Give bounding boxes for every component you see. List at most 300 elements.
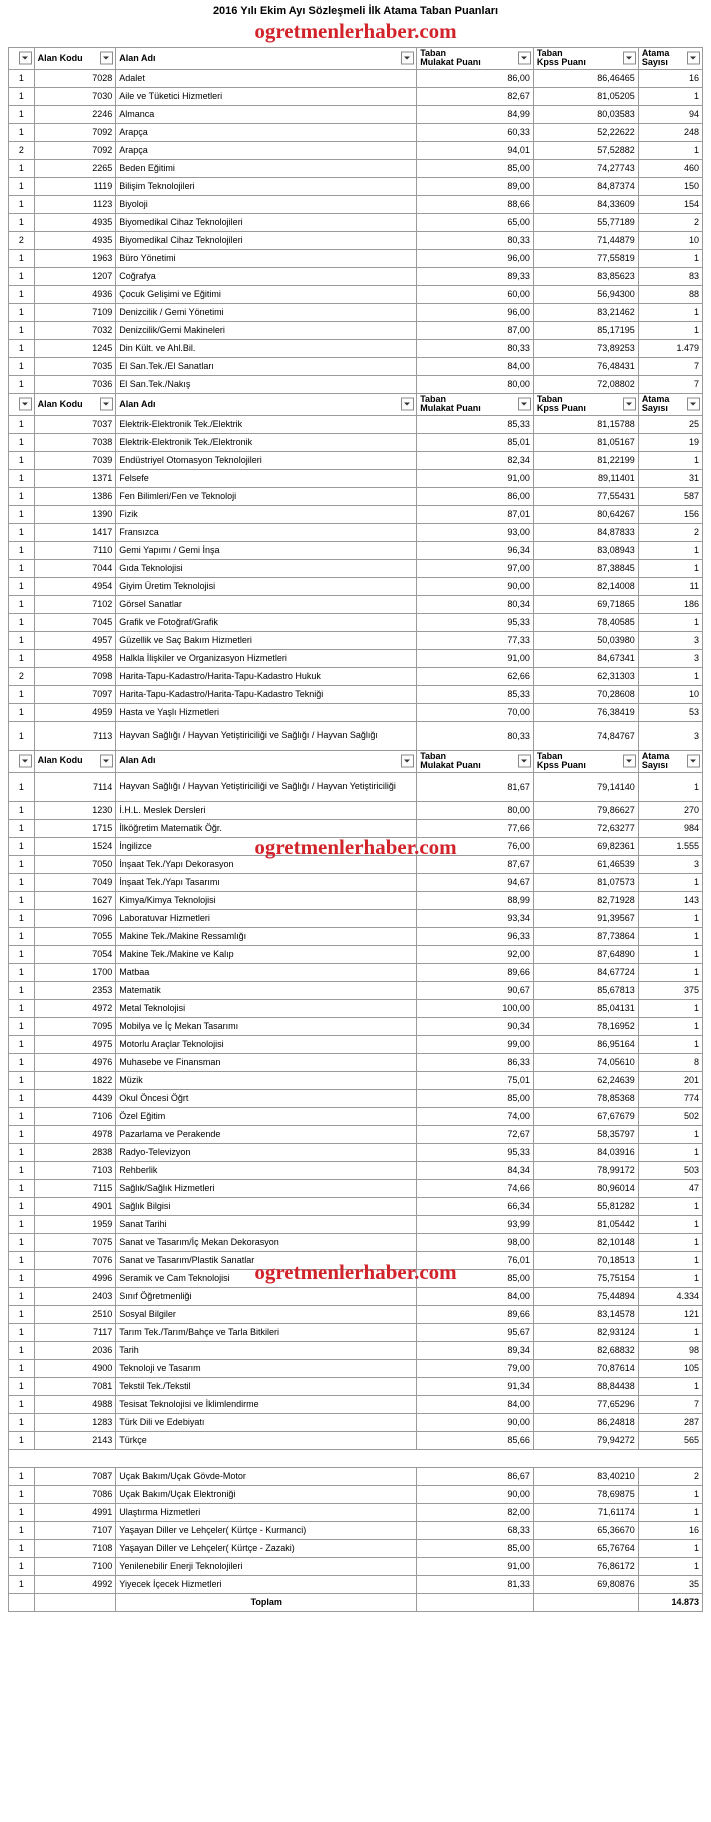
row-alan-adi: Aile ve Tüketici Hizmetleri xyxy=(116,87,417,105)
row-taban-kpss: 84,87374 xyxy=(533,177,638,195)
row-alan-adi: Görsel Sanatlar xyxy=(116,595,417,613)
table-row xyxy=(9,195,703,213)
table-row xyxy=(9,1467,703,1485)
row-taban-mulakat: 93,34 xyxy=(417,909,534,927)
row-alan-kodu: 4900 xyxy=(34,1359,116,1377)
row-alan-kodu: 4959 xyxy=(34,703,116,721)
row-atama-sayisi: 154 xyxy=(638,195,702,213)
row-taban-mulakat: 95,67 xyxy=(417,1323,534,1341)
table-row xyxy=(9,339,703,357)
row-alan-adi: Sosyal Bilgiler xyxy=(116,1305,417,1323)
row-taban-kpss: 57,52882 xyxy=(533,141,638,159)
row-atama-sayisi: 47 xyxy=(638,1179,702,1197)
row-index: 1 xyxy=(9,1017,35,1035)
row-taban-mulakat: 95,33 xyxy=(417,613,534,631)
row-taban-kpss: 84,03916 xyxy=(533,1143,638,1161)
row-alan-kodu: 4901 xyxy=(34,1197,116,1215)
row-index: 1 xyxy=(9,213,35,231)
row-atama-sayisi: 565 xyxy=(638,1431,702,1449)
table-row xyxy=(9,577,703,595)
row-taban-kpss: 81,22199 xyxy=(533,451,638,469)
table-row xyxy=(9,1017,703,1035)
row-alan-adi: Grafik ve Fotoğraf/Grafik xyxy=(116,613,417,631)
row-taban-mulakat: 87,00 xyxy=(417,321,534,339)
row-atama-sayisi: 1 xyxy=(638,1197,702,1215)
row-atama-sayisi: 7 xyxy=(638,357,702,375)
table-row xyxy=(9,1557,703,1575)
row-taban-mulakat: 87,01 xyxy=(417,505,534,523)
row-taban-kpss: 84,33609 xyxy=(533,195,638,213)
row-atama-sayisi: 2 xyxy=(638,213,702,231)
row-alan-adi: El San.Tek./Nakış xyxy=(116,375,417,393)
row-taban-kpss: 65,76764 xyxy=(533,1539,638,1557)
row-taban-kpss: 80,96014 xyxy=(533,1179,638,1197)
filter-icon[interactable] xyxy=(401,52,414,65)
row-taban-kpss: 78,85368 xyxy=(533,1089,638,1107)
table-row xyxy=(9,855,703,873)
header-index xyxy=(9,750,35,772)
header-taban-mulakat[interactable]: Taban Mulakat Puanı xyxy=(417,750,534,772)
row-taban-mulakat: 77,33 xyxy=(417,631,534,649)
row-alan-kodu: 1245 xyxy=(34,339,116,357)
table-row xyxy=(9,613,703,631)
row-atama-sayisi: 53 xyxy=(638,703,702,721)
row-alan-adi: İlköğretim Matematik Öğr. xyxy=(116,819,417,837)
header-alan-kodu[interactable]: Alan Kodu xyxy=(34,750,116,772)
row-taban-mulakat: 89,00 xyxy=(417,177,534,195)
row-atama-sayisi: 375 xyxy=(638,981,702,999)
row-taban-mulakat: 62,66 xyxy=(417,667,534,685)
row-taban-mulakat: 74,66 xyxy=(417,1179,534,1197)
row-atama-sayisi: 1 xyxy=(638,945,702,963)
row-index: 1 xyxy=(9,1089,35,1107)
scores-table xyxy=(8,47,703,1612)
filter-icon[interactable] xyxy=(623,52,636,65)
row-alan-adi: Türkçe xyxy=(116,1431,417,1449)
table-row xyxy=(9,1251,703,1269)
table-row xyxy=(9,909,703,927)
row-alan-kodu: 2246 xyxy=(34,105,116,123)
row-index: 1 xyxy=(9,541,35,559)
row-taban-kpss: 71,44879 xyxy=(533,231,638,249)
row-alan-kodu: 7076 xyxy=(34,1251,116,1269)
row-index: 1 xyxy=(9,1485,35,1503)
row-taban-kpss: 70,87614 xyxy=(533,1359,638,1377)
filter-icon[interactable] xyxy=(100,755,113,768)
filter-icon[interactable] xyxy=(100,398,113,411)
row-taban-mulakat: 80,33 xyxy=(417,721,534,750)
row-taban-kpss: 52,22622 xyxy=(533,123,638,141)
row-alan-kodu: 4996 xyxy=(34,1269,116,1287)
row-index: 1 xyxy=(9,1287,35,1305)
row-taban-kpss: 77,55819 xyxy=(533,249,638,267)
row-taban-mulakat: 82,67 xyxy=(417,87,534,105)
row-atama-sayisi: 105 xyxy=(638,1359,702,1377)
row-atama-sayisi: 1 xyxy=(638,1035,702,1053)
row-alan-adi: Teknoloji ve Tasarım xyxy=(116,1359,417,1377)
row-index: 1 xyxy=(9,837,35,855)
row-alan-kodu: 1627 xyxy=(34,891,116,909)
table-row xyxy=(9,321,703,339)
row-alan-kodu: 1283 xyxy=(34,1413,116,1431)
filter-icon[interactable] xyxy=(401,755,414,768)
row-atama-sayisi: 587 xyxy=(638,487,702,505)
row-taban-kpss: 74,27743 xyxy=(533,159,638,177)
row-alan-adi: Gemi Yapımı / Gemi İnşa xyxy=(116,541,417,559)
header-index xyxy=(9,393,35,415)
total-label: Toplam xyxy=(116,1593,417,1611)
table-header-row xyxy=(9,48,703,70)
header-alan-adi[interactable]: Alan Adı xyxy=(116,750,417,772)
filter-icon[interactable] xyxy=(518,52,531,65)
table-row xyxy=(9,1485,703,1503)
filter-icon[interactable] xyxy=(518,398,531,411)
row-index: 1 xyxy=(9,1197,35,1215)
row-atama-sayisi: 1 xyxy=(638,249,702,267)
row-index: 1 xyxy=(9,1035,35,1053)
row-taban-mulakat: 93,99 xyxy=(417,1215,534,1233)
row-index: 1 xyxy=(9,577,35,595)
row-index: 1 xyxy=(9,1251,35,1269)
row-alan-kodu: 7102 xyxy=(34,595,116,613)
row-alan-kodu: 7086 xyxy=(34,1485,116,1503)
row-alan-adi: Beden Eğitimi xyxy=(116,159,417,177)
row-taban-kpss: 82,68832 xyxy=(533,1341,638,1359)
row-alan-kodu: 7107 xyxy=(34,1521,116,1539)
total-blank-2 xyxy=(34,1593,116,1611)
row-alan-adi: Fransızca xyxy=(116,523,417,541)
table-row xyxy=(9,375,703,393)
table-row xyxy=(9,559,703,577)
table-row xyxy=(9,1539,703,1557)
row-alan-adi: Rehberlik xyxy=(116,1161,417,1179)
row-atama-sayisi: 1 xyxy=(638,559,702,577)
filter-icon[interactable] xyxy=(19,398,32,411)
row-alan-kodu: 1963 xyxy=(34,249,116,267)
row-index: 1 xyxy=(9,631,35,649)
row-alan-kodu: 1715 xyxy=(34,819,116,837)
row-taban-mulakat: 85,33 xyxy=(417,685,534,703)
row-atama-sayisi: 11 xyxy=(638,577,702,595)
table-row xyxy=(9,1287,703,1305)
row-index: 1 xyxy=(9,873,35,891)
table-row xyxy=(9,1377,703,1395)
row-alan-adi: Endüstriyel Otomasyon Teknolojileri xyxy=(116,451,417,469)
row-alan-kodu: 7103 xyxy=(34,1161,116,1179)
table-row xyxy=(9,1341,703,1359)
row-alan-adi: Denizcilik / Gemi Yönetimi xyxy=(116,303,417,321)
row-atama-sayisi: 1 xyxy=(638,1017,702,1035)
row-taban-mulakat: 90,00 xyxy=(417,577,534,595)
row-taban-mulakat: 81,33 xyxy=(417,1575,534,1593)
row-taban-kpss: 69,82361 xyxy=(533,837,638,855)
row-alan-kodu: 7039 xyxy=(34,451,116,469)
row-index: 1 xyxy=(9,801,35,819)
table-row xyxy=(9,1233,703,1251)
row-taban-mulakat: 97,00 xyxy=(417,559,534,577)
filter-icon[interactable] xyxy=(401,398,414,411)
row-alan-adi: Kimya/Kimya Teknolojisi xyxy=(116,891,417,909)
row-index: 1 xyxy=(9,891,35,909)
filter-icon[interactable] xyxy=(687,52,700,65)
row-taban-mulakat: 88,66 xyxy=(417,195,534,213)
row-index: 1 xyxy=(9,523,35,541)
row-atama-sayisi: 143 xyxy=(638,891,702,909)
row-index: 1 xyxy=(9,433,35,451)
row-taban-mulakat: 98,00 xyxy=(417,1233,534,1251)
row-alan-kodu: 4958 xyxy=(34,649,116,667)
header-taban-kpss[interactable]: Taban Kpss Puanı xyxy=(533,750,638,772)
row-index: 1 xyxy=(9,415,35,433)
filter-icon[interactable] xyxy=(518,755,531,768)
row-alan-kodu: 1119 xyxy=(34,177,116,195)
row-taban-kpss: 55,81282 xyxy=(533,1197,638,1215)
row-index: 1 xyxy=(9,1269,35,1287)
row-alan-kodu: 7028 xyxy=(34,69,116,87)
row-atama-sayisi: 984 xyxy=(638,819,702,837)
table-row xyxy=(9,105,703,123)
row-alan-kodu: 7049 xyxy=(34,873,116,891)
table-row xyxy=(9,451,703,469)
row-alan-adi: Biyomedikal Cihaz Teknolojileri xyxy=(116,213,417,231)
row-taban-mulakat: 100,00 xyxy=(417,999,534,1017)
row-taban-mulakat: 70,00 xyxy=(417,703,534,721)
row-alan-adi: Felsefe xyxy=(116,469,417,487)
total-blank-1 xyxy=(9,1593,35,1611)
row-taban-kpss: 81,05167 xyxy=(533,433,638,451)
row-atama-sayisi: 1 xyxy=(638,451,702,469)
row-taban-kpss: 86,24818 xyxy=(533,1413,638,1431)
table-row xyxy=(9,303,703,321)
row-taban-mulakat: 80,00 xyxy=(417,801,534,819)
table-row xyxy=(9,1053,703,1071)
row-taban-mulakat: 85,01 xyxy=(417,433,534,451)
header-atama-sayisi[interactable]: Atama Sayısı xyxy=(638,750,702,772)
row-atama-sayisi: 1 xyxy=(638,1377,702,1395)
table-row xyxy=(9,285,703,303)
table-row xyxy=(9,1305,703,1323)
row-taban-kpss: 61,46539 xyxy=(533,855,638,873)
row-taban-mulakat: 91,00 xyxy=(417,469,534,487)
row-alan-kodu: 7054 xyxy=(34,945,116,963)
row-alan-kodu: 1371 xyxy=(34,469,116,487)
table-row xyxy=(9,927,703,945)
row-taban-kpss: 72,63277 xyxy=(533,819,638,837)
row-taban-mulakat: 86,33 xyxy=(417,1053,534,1071)
row-taban-mulakat: 79,00 xyxy=(417,1359,534,1377)
row-index: 1 xyxy=(9,1359,35,1377)
table-row xyxy=(9,541,703,559)
row-taban-mulakat: 88,99 xyxy=(417,891,534,909)
table-row xyxy=(9,963,703,981)
row-atama-sayisi: 1 xyxy=(638,1503,702,1521)
row-atama-sayisi: 31 xyxy=(638,469,702,487)
row-alan-kodu: 2353 xyxy=(34,981,116,999)
row-taban-mulakat: 89,34 xyxy=(417,1341,534,1359)
row-taban-mulakat: 86,67 xyxy=(417,1467,534,1485)
row-alan-kodu: 7035 xyxy=(34,357,116,375)
row-atama-sayisi: 1 xyxy=(638,1215,702,1233)
row-taban-kpss: 65,36670 xyxy=(533,1521,638,1539)
row-taban-mulakat: 94,67 xyxy=(417,873,534,891)
row-alan-kodu: 7037 xyxy=(34,415,116,433)
row-alan-adi: Tarih xyxy=(116,1341,417,1359)
row-index: 1 xyxy=(9,469,35,487)
filter-icon[interactable] xyxy=(19,755,32,768)
header-alan-kodu[interactable]: Alan Kodu xyxy=(34,48,116,70)
row-taban-kpss: 70,28608 xyxy=(533,685,638,703)
row-alan-adi: Fizik xyxy=(116,505,417,523)
row-alan-adi: Mobilya ve İç Mekan Tasarımı xyxy=(116,1017,417,1035)
row-index: 1 xyxy=(9,249,35,267)
table-row xyxy=(9,1215,703,1233)
row-alan-adi: Harita-Tapu-Kadastro/Harita-Tapu-Kadastro Tekniği xyxy=(116,685,417,703)
row-taban-kpss: 78,40585 xyxy=(533,613,638,631)
row-index: 1 xyxy=(9,1053,35,1071)
filter-icon[interactable] xyxy=(19,52,32,65)
row-alan-adi: Yaşayan Diller ve Lehçeler( Kürtçe - Kurmanci) xyxy=(116,1521,417,1539)
header-alan-adi[interactable]: Alan Adı xyxy=(116,48,417,70)
row-alan-kodu: 4936 xyxy=(34,285,116,303)
header-atama-sayisi[interactable]: Atama Sayısı xyxy=(638,48,702,70)
filter-icon[interactable] xyxy=(687,755,700,768)
row-alan-kodu: 7114 xyxy=(34,772,116,801)
row-index: 1 xyxy=(9,1215,35,1233)
row-atama-sayisi: 3 xyxy=(638,855,702,873)
row-taban-kpss: 87,73864 xyxy=(533,927,638,945)
row-taban-mulakat: 90,34 xyxy=(417,1017,534,1035)
row-alan-adi: Biyoloji xyxy=(116,195,417,213)
header-atama-sayisi[interactable]: Atama Sayısı xyxy=(638,393,702,415)
header-alan-kodu[interactable]: Alan Kodu xyxy=(34,393,116,415)
row-taban-kpss: 82,71928 xyxy=(533,891,638,909)
filter-icon[interactable] xyxy=(100,52,113,65)
table-row xyxy=(9,1521,703,1539)
row-atama-sayisi: 1.555 xyxy=(638,837,702,855)
row-atama-sayisi: 1 xyxy=(638,87,702,105)
row-alan-adi: Gıda Teknolojisi xyxy=(116,559,417,577)
row-alan-adi: Biyomedikal Cihaz Teknolojileri xyxy=(116,231,417,249)
row-atama-sayisi: 25 xyxy=(638,415,702,433)
row-alan-adi: İnşaat Tek./Yapı Dekorasyon xyxy=(116,855,417,873)
row-alan-adi: Çocuk Gelişimi ve Eğitimi xyxy=(116,285,417,303)
table-row xyxy=(9,469,703,487)
row-atama-sayisi: 248 xyxy=(638,123,702,141)
row-taban-kpss: 77,65296 xyxy=(533,1395,638,1413)
table-row xyxy=(9,1125,703,1143)
row-alan-kodu: 4992 xyxy=(34,1575,116,1593)
row-taban-mulakat: 87,67 xyxy=(417,855,534,873)
table-row xyxy=(9,123,703,141)
row-index: 1 xyxy=(9,721,35,750)
row-taban-mulakat: 82,00 xyxy=(417,1503,534,1521)
row-taban-kpss: 85,04131 xyxy=(533,999,638,1017)
table-row xyxy=(9,177,703,195)
row-alan-adi: Tekstil Tek./Tekstil xyxy=(116,1377,417,1395)
row-alan-adi: Yenilenebilir Enerji Teknolojileri xyxy=(116,1557,417,1575)
row-index: 1 xyxy=(9,1557,35,1575)
table-row xyxy=(9,487,703,505)
row-atama-sayisi: 3 xyxy=(638,721,702,750)
row-taban-kpss: 84,67724 xyxy=(533,963,638,981)
row-alan-kodu: 7030 xyxy=(34,87,116,105)
table-row xyxy=(9,357,703,375)
row-index: 1 xyxy=(9,1341,35,1359)
filter-icon[interactable] xyxy=(623,398,636,411)
row-alan-kodu: 4972 xyxy=(34,999,116,1017)
filter-icon[interactable] xyxy=(687,398,700,411)
row-taban-kpss: 80,03583 xyxy=(533,105,638,123)
row-taban-mulakat: 65,00 xyxy=(417,213,534,231)
header-taban-mulakat[interactable]: Taban Mulakat Puanı xyxy=(417,48,534,70)
row-taban-mulakat: 86,00 xyxy=(417,487,534,505)
row-alan-adi: Almanca xyxy=(116,105,417,123)
table-row xyxy=(9,1503,703,1521)
row-alan-kodu: 2510 xyxy=(34,1305,116,1323)
row-alan-kodu: 7096 xyxy=(34,909,116,927)
row-taban-kpss: 82,93124 xyxy=(533,1323,638,1341)
row-taban-mulakat: 84,34 xyxy=(417,1161,534,1179)
row-index: 1 xyxy=(9,375,35,393)
row-index: 1 xyxy=(9,1107,35,1125)
header-taban-kpss[interactable]: Taban Kpss Puanı xyxy=(533,393,638,415)
row-atama-sayisi: 1 xyxy=(638,1557,702,1575)
row-alan-adi: Halkla İlişkiler ve Organizasyon Hizmetleri xyxy=(116,649,417,667)
header-taban-kpss[interactable]: Taban Kpss Puanı xyxy=(533,48,638,70)
header-alan-adi[interactable]: Alan Adı xyxy=(116,393,417,415)
row-atama-sayisi: 3 xyxy=(638,631,702,649)
table-row xyxy=(9,819,703,837)
row-index: 1 xyxy=(9,649,35,667)
row-taban-mulakat: 75,01 xyxy=(417,1071,534,1089)
row-taban-kpss: 88,84438 xyxy=(533,1377,638,1395)
row-index: 2 xyxy=(9,141,35,159)
row-taban-mulakat: 99,00 xyxy=(417,1035,534,1053)
page-title: 2016 Yılı Ekim Ayı Sözleşmeli İlk Atama Taban Puanları xyxy=(212,5,499,17)
row-index: 1 xyxy=(9,1143,35,1161)
row-index: 2 xyxy=(9,231,35,249)
total-blank-4 xyxy=(533,1593,638,1611)
header-taban-mulakat[interactable]: Taban Mulakat Puanı xyxy=(417,393,534,415)
row-atama-sayisi: 1 xyxy=(638,667,702,685)
row-alan-kodu: 7117 xyxy=(34,1323,116,1341)
total-row xyxy=(9,1593,703,1611)
row-alan-adi: Yaşayan Diller ve Lehçeler( Kürtçe - Zazaki) xyxy=(116,1539,417,1557)
row-alan-kodu: 4957 xyxy=(34,631,116,649)
table-row xyxy=(9,159,703,177)
row-taban-kpss: 91,39567 xyxy=(533,909,638,927)
table-row xyxy=(9,1575,703,1593)
row-taban-kpss: 81,07573 xyxy=(533,873,638,891)
row-atama-sayisi: 98 xyxy=(638,1341,702,1359)
row-index: 1 xyxy=(9,1503,35,1521)
row-alan-adi: Ulaştırma Hizmetleri xyxy=(116,1503,417,1521)
table-row xyxy=(9,1035,703,1053)
row-alan-kodu: 7110 xyxy=(34,541,116,559)
row-atama-sayisi: 16 xyxy=(638,1521,702,1539)
filter-icon[interactable] xyxy=(623,755,636,768)
row-alan-kodu: 4978 xyxy=(34,1125,116,1143)
row-atama-sayisi: 2 xyxy=(638,523,702,541)
row-atama-sayisi: 1 xyxy=(638,1251,702,1269)
row-index: 1 xyxy=(9,1125,35,1143)
table-row xyxy=(9,433,703,451)
row-atama-sayisi: 1 xyxy=(638,909,702,927)
table-row xyxy=(9,873,703,891)
row-taban-kpss: 74,05610 xyxy=(533,1053,638,1071)
row-alan-kodu: 7095 xyxy=(34,1017,116,1035)
row-alan-adi: Makine Tek./Makine ve Kalıp xyxy=(116,945,417,963)
